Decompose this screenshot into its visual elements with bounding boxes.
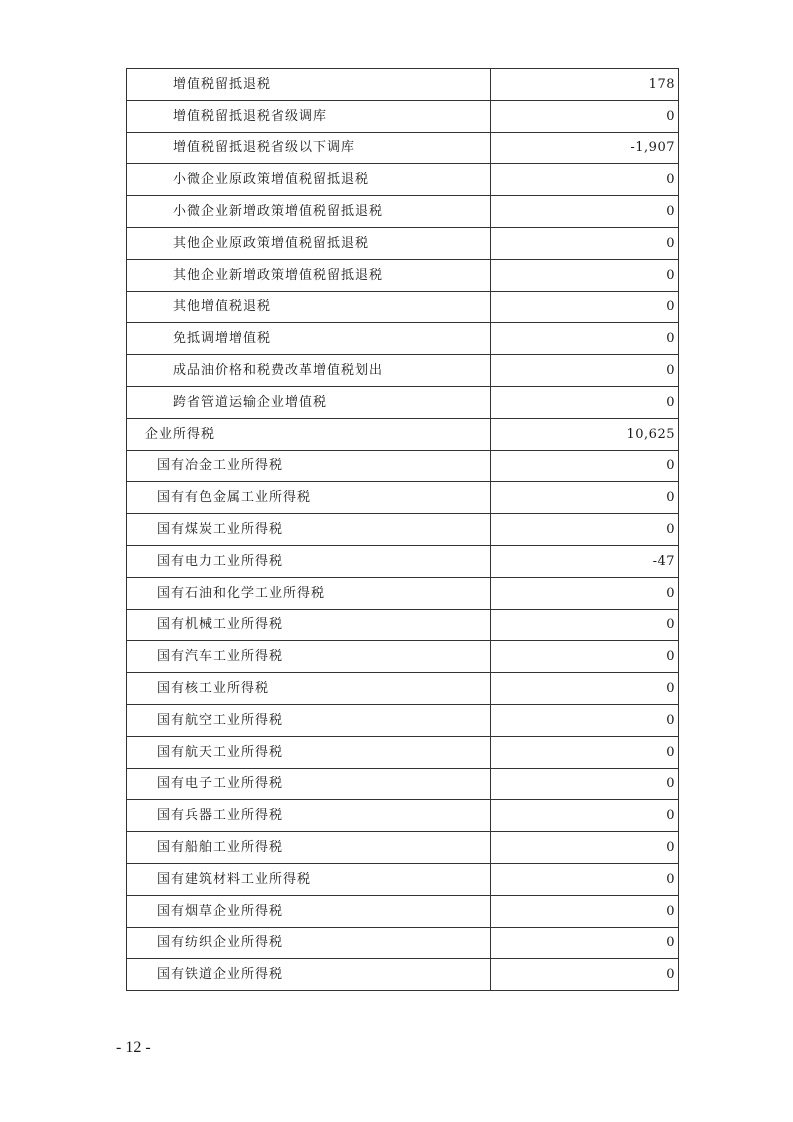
row-label: 国有电力工业所得税 xyxy=(127,545,491,577)
row-value: 0 xyxy=(491,832,679,864)
row-label: 国有烟草企业所得税 xyxy=(127,895,491,927)
row-value: 0 xyxy=(491,196,679,228)
row-value: -1,907 xyxy=(491,132,679,164)
row-value: 0 xyxy=(491,514,679,546)
table-row xyxy=(127,768,679,800)
table-row xyxy=(127,545,679,577)
row-label: 企业所得税 xyxy=(127,418,491,450)
row-label: 国有建筑材料工业所得税 xyxy=(127,863,491,895)
row-value: 0 xyxy=(491,959,679,991)
row-label: 国有冶金工业所得税 xyxy=(127,450,491,482)
table-row xyxy=(127,927,679,959)
row-value: 0 xyxy=(491,863,679,895)
table-row xyxy=(127,832,679,864)
table-body xyxy=(127,69,679,991)
row-value: 0 xyxy=(491,895,679,927)
row-label: 国有航天工业所得税 xyxy=(127,736,491,768)
row-label: 国有航空工业所得税 xyxy=(127,704,491,736)
table-row xyxy=(127,259,679,291)
row-label: 国有核工业所得税 xyxy=(127,673,491,705)
row-value: 0 xyxy=(491,323,679,355)
table-row xyxy=(127,291,679,323)
row-label: 国有汽车工业所得税 xyxy=(127,641,491,673)
row-value: 0 xyxy=(491,355,679,387)
row-label: 国有石油和化学工业所得税 xyxy=(127,577,491,609)
table-row xyxy=(127,514,679,546)
row-value: 10,625 xyxy=(491,418,679,450)
table-row xyxy=(127,863,679,895)
row-label: 其他企业新增政策增值税留抵退税 xyxy=(127,259,491,291)
row-value: 0 xyxy=(491,450,679,482)
table-row xyxy=(127,641,679,673)
row-value: 0 xyxy=(491,386,679,418)
table-row xyxy=(127,164,679,196)
row-value: 178 xyxy=(491,69,679,101)
row-label: 增值税留抵退税 xyxy=(127,69,491,101)
row-value: 0 xyxy=(491,291,679,323)
table-row xyxy=(127,800,679,832)
table-row xyxy=(127,959,679,991)
row-value: 0 xyxy=(491,609,679,641)
row-value: -47 xyxy=(491,545,679,577)
table-row xyxy=(127,100,679,132)
row-label: 国有电子工业所得税 xyxy=(127,768,491,800)
row-value: 0 xyxy=(491,641,679,673)
table-row xyxy=(127,323,679,355)
row-label: 其他企业原政策增值税留抵退税 xyxy=(127,227,491,259)
row-value: 0 xyxy=(491,482,679,514)
page-number: - 12 - xyxy=(116,1039,151,1056)
table-row xyxy=(127,132,679,164)
row-label: 跨省管道运输企业增值税 xyxy=(127,386,491,418)
row-value: 0 xyxy=(491,577,679,609)
row-label: 增值税留抵退税省级以下调库 xyxy=(127,132,491,164)
row-label: 增值税留抵退税省级调库 xyxy=(127,100,491,132)
row-value: 0 xyxy=(491,704,679,736)
table-row xyxy=(127,609,679,641)
row-label: 国有纺织企业所得税 xyxy=(127,927,491,959)
row-label: 成品油价格和税费改革增值税划出 xyxy=(127,355,491,387)
row-label: 国有铁道企业所得税 xyxy=(127,959,491,991)
row-value: 0 xyxy=(491,768,679,800)
table-row xyxy=(127,69,679,101)
row-value: 0 xyxy=(491,227,679,259)
row-label: 国有有色金属工业所得税 xyxy=(127,482,491,514)
tax-revenue-table xyxy=(126,68,679,991)
table-row xyxy=(127,196,679,228)
row-value: 0 xyxy=(491,673,679,705)
row-value: 0 xyxy=(491,164,679,196)
table-row xyxy=(127,482,679,514)
table-row xyxy=(127,418,679,450)
row-label: 国有煤炭工业所得税 xyxy=(127,514,491,546)
table-row xyxy=(127,704,679,736)
row-value: 0 xyxy=(491,927,679,959)
table-row xyxy=(127,355,679,387)
row-value: 0 xyxy=(491,259,679,291)
row-value: 0 xyxy=(491,736,679,768)
row-label: 小微企业原政策增值税留抵退税 xyxy=(127,164,491,196)
table-row xyxy=(127,736,679,768)
row-label: 国有兵器工业所得税 xyxy=(127,800,491,832)
row-label: 免抵调增增值税 xyxy=(127,323,491,355)
table-row xyxy=(127,450,679,482)
row-label: 国有机械工业所得税 xyxy=(127,609,491,641)
row-label: 国有船舶工业所得税 xyxy=(127,832,491,864)
table-row xyxy=(127,895,679,927)
row-label: 其他增值税退税 xyxy=(127,291,491,323)
table-row xyxy=(127,386,679,418)
row-label: 小微企业新增政策增值税留抵退税 xyxy=(127,196,491,228)
row-value: 0 xyxy=(491,100,679,132)
table-row xyxy=(127,227,679,259)
table-row xyxy=(127,577,679,609)
table-row xyxy=(127,673,679,705)
row-value: 0 xyxy=(491,800,679,832)
